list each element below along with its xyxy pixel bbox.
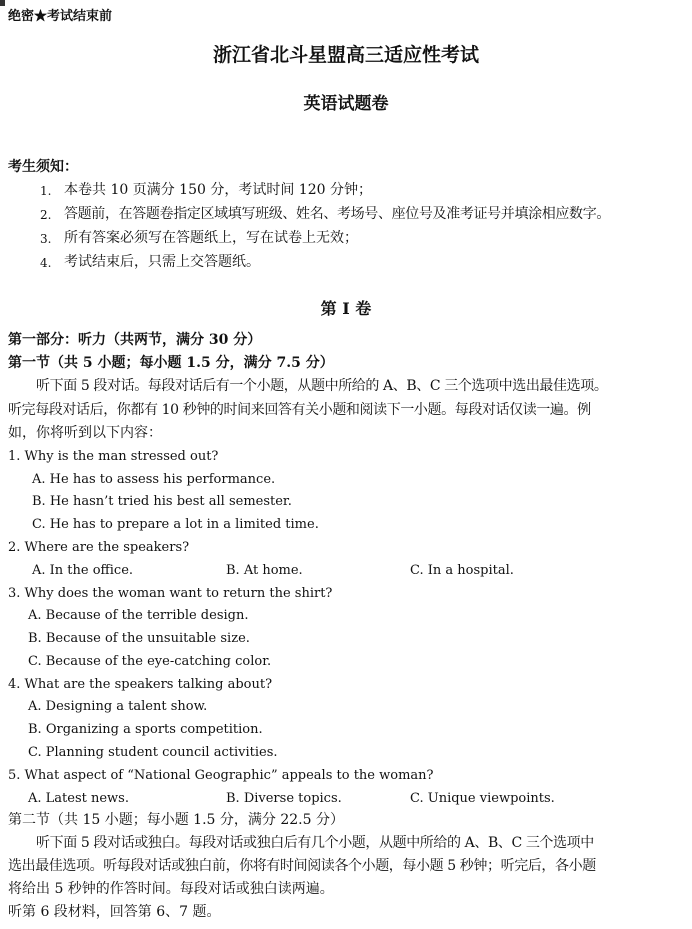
notice-item-num: 3. (40, 232, 52, 246)
question-option: B. Organizing a sports competition. (28, 722, 263, 737)
secret-label: 绝密★考试结束前 (8, 9, 113, 24)
corner-marker (0, 0, 5, 6)
notice-item: 考试结束后，只需上交答题纸。 (64, 254, 260, 270)
question-option: B. He hasn’t tried his best all semester. (32, 494, 292, 509)
notice-heading: 考生须知： (8, 159, 78, 175)
question-stem: 3. Why does the woman want to return the shirt? (8, 586, 333, 601)
question-option: B. Diverse topics. (226, 791, 342, 806)
section1-heading: 第一节（共 5 小题；每小题 1.5 分，满分 7.5 分） (8, 355, 334, 371)
instruction-line: 听下面 5 段对话。每段对话后有一个小题，从题中所给的 A、B、C 三个选项中选出最佳选项。 (36, 378, 608, 394)
notice-item: 答题前，在答题卷指定区域填写班级、姓名、考场号、座位号及准考证号并填涂相应数字。 (64, 206, 610, 222)
question-option: C. Unique viewpoints. (410, 791, 555, 806)
notice-item: 本卷共 10 页满分 150 分，考试时间 120 分钟； (64, 182, 372, 198)
instruction-line: 选出最佳选项。听每段对话或独白前，你将有时间阅读各个小题，每小题 5 秒钟；听完后，各小题 (8, 858, 596, 874)
notice-item-num: 1. (40, 184, 52, 198)
question-stem: 4. What are the speakers talking about? (8, 677, 273, 692)
notice-item: 所有答案必须写在答题纸上，写在试卷上无效； (64, 230, 358, 246)
question-option: A. He has to assess his performance. (32, 472, 276, 487)
question-option: C. In a hospital. (410, 563, 514, 578)
instruction-line: 将给出 5 秒钟的作答时间。每段对话或独白读两遍。 (8, 881, 334, 897)
section2-heading: 第二节（共 15 小题；每小题 1.5 分，满分 22.5 分） (8, 812, 344, 828)
question-option: A. Designing a talent show. (28, 699, 208, 714)
notice-item-num: 2. (40, 208, 52, 222)
exam-title: 浙江省北斗星盟高三适应性考试 (212, 44, 479, 66)
exam-subtitle: 英语试题卷 (303, 94, 389, 114)
question-option: C. Because of the eye-catching color. (28, 654, 272, 669)
question-option: A. Latest news. (28, 791, 129, 806)
instruction-line: 听完每段对话后，你都有 10 秒钟的时间来回答有关小题和阅读下一小题。每段对话仅读一遍。例 (8, 402, 591, 418)
question-option: C. He has to prepare a lot in a limited time. (32, 517, 319, 532)
question-stem: 5. What aspect of “National Geographic” appeals to the woman? (8, 768, 434, 783)
question-option: B. At home. (226, 563, 303, 578)
question-option: B. Because of the unsuitable size. (28, 631, 250, 646)
material-instruction: 听第 6 段材料，回答第 6、7 题。 (8, 904, 221, 920)
question-stem: 1. Why is the man stressed out? (8, 449, 219, 464)
question-option: C. Planning student council activities. (28, 745, 278, 760)
question-option: A. In the office. (32, 563, 134, 578)
instruction-line: 如，你将听到以下内容： (8, 425, 162, 441)
part1-heading: 第一部分：听力（共两节，满分 30 分） (8, 332, 262, 348)
question-stem: 2. Where are the speakers? (8, 540, 190, 555)
question-option: A. Because of the terrible design. (28, 608, 249, 623)
notice-item-num: 4. (40, 256, 52, 270)
volume-title: 第 I 卷 (320, 299, 372, 318)
instruction-line: 听下面 5 段对话或独白。每段对话或独白后有几个小题，从题中所给的 A、B、C 三个选项中 (36, 835, 594, 851)
